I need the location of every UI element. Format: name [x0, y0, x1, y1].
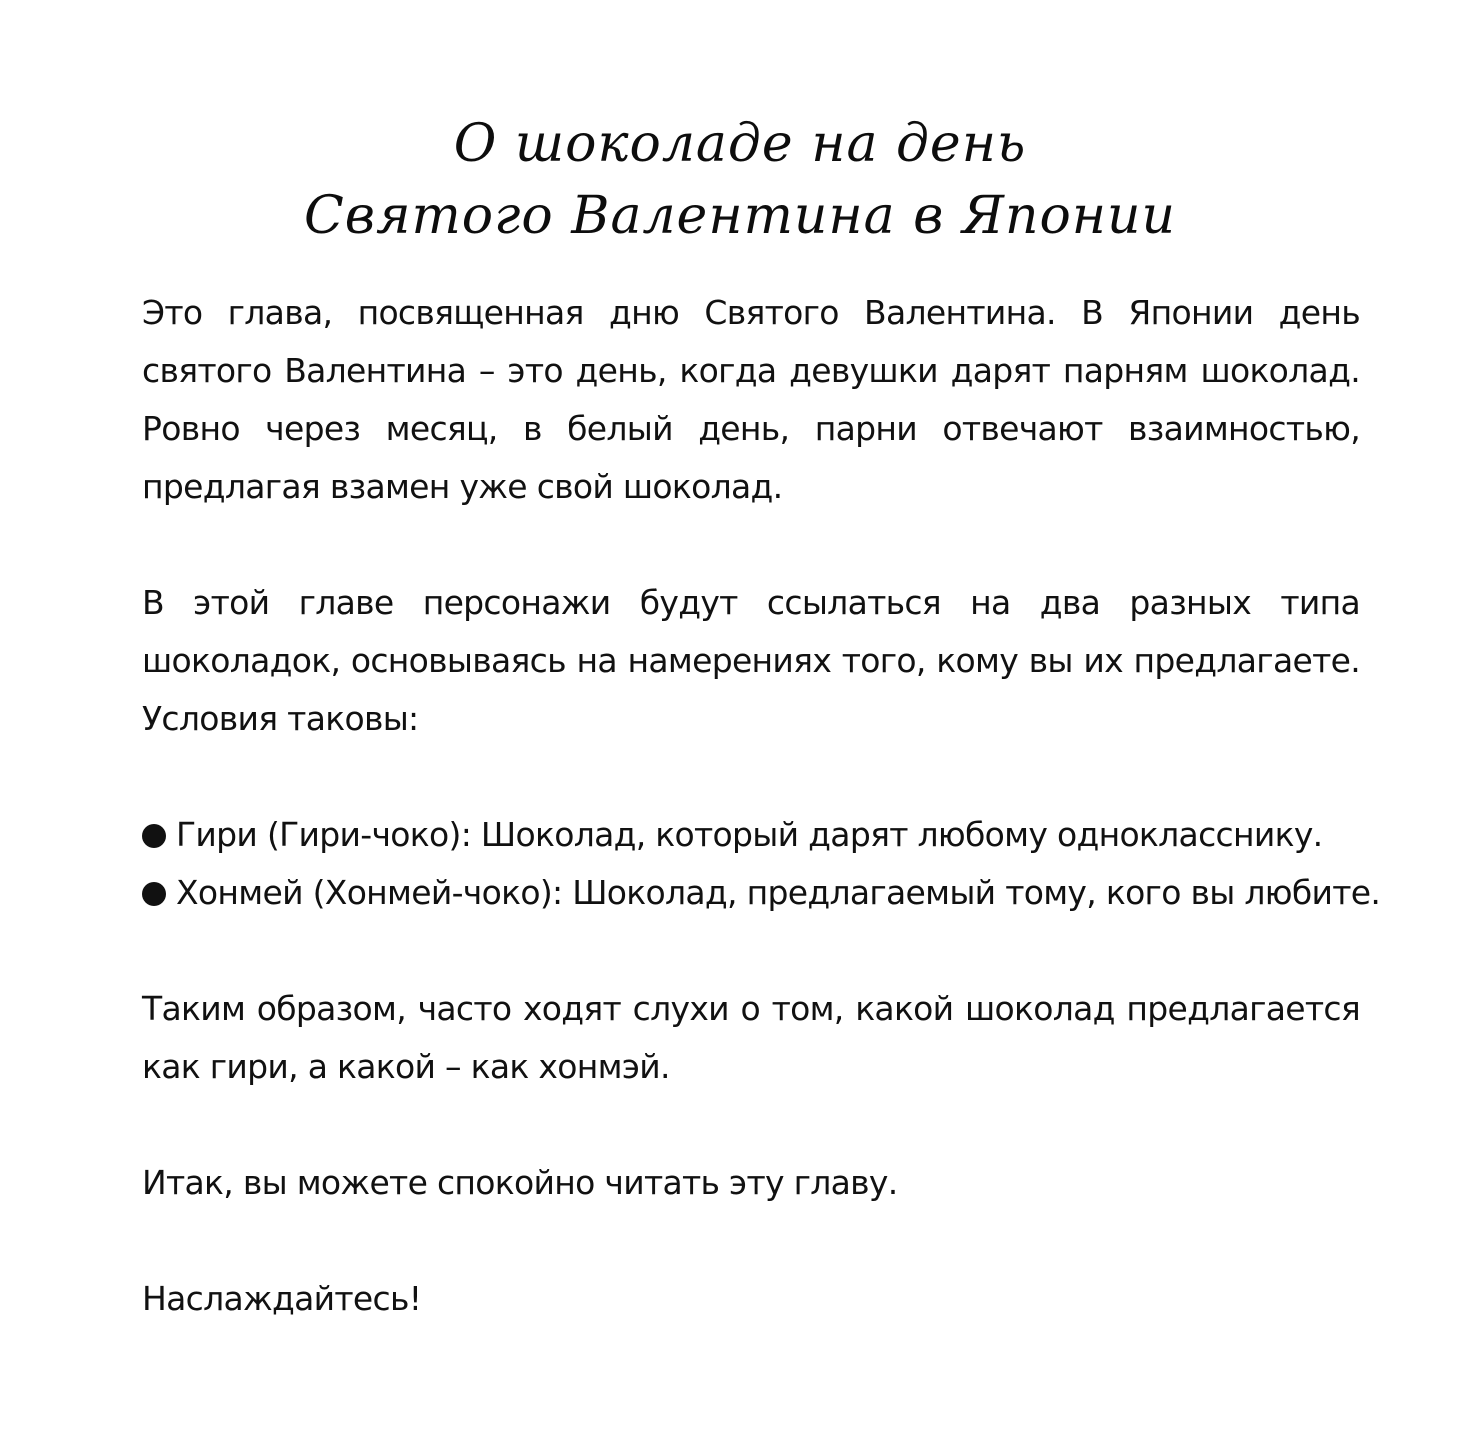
enjoy-line: Наслаждайтесь! — [142, 1279, 422, 1318]
note-body — [142, 284, 1381, 1386]
bullet-dot-icon — [142, 824, 166, 848]
list-item-text: Гири (Гири-чоко): Шоколад, который дарят любому однокласснику. — [176, 815, 1323, 854]
list-item-text: Хонмей (Хонмей-чоко): Шоколад, предлагаемый тому, кого вы любите. — [176, 873, 1381, 912]
title-line-2: Святого Валентина в Японии — [304, 186, 1176, 246]
list-item-honmei — [142, 864, 1381, 922]
intro-paragraph: Это глава, посвященная дню Святого Валентина. В Японии день святого Валентина – это день, когда девушки дарят парням шоколад. Ровно через месяц, в белый день, парни отвечают взаимностью, предлагая взамен уже свой шоколад. — [142, 293, 1360, 506]
list-item-giri — [142, 806, 1360, 864]
rumors-paragraph: Таким образом, часто ходят слухи о том, какой шоколад предлагается как гири, а какой – как хонмэй. — [142, 989, 1360, 1086]
types-paragraph: В этой главе персонажи будут ссылаться на два разных типа шоколадок, основываясь на намерениях того, кому вы их предлагаете. Условия таковы: — [142, 583, 1360, 738]
page-title — [200, 108, 1280, 252]
bullet-dot-icon — [142, 882, 166, 906]
title-line-1: О шоколаде на день — [453, 114, 1027, 174]
read-on-line: Итак, вы можете спокойно читать эту главу. — [142, 1163, 898, 1202]
chocolate-types-list — [142, 806, 1381, 922]
